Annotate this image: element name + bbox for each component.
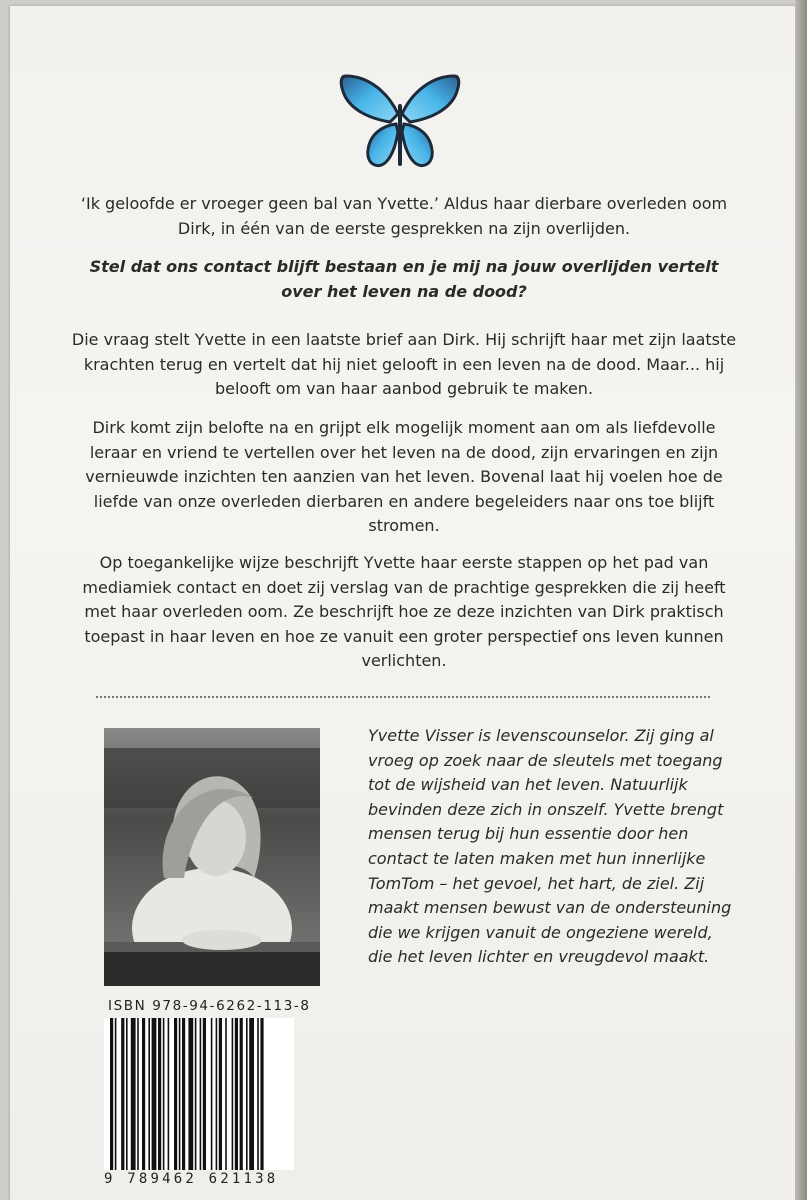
quote-text: Stel dat ons contact blijft bestaan en je mij na jouw overlijden vertelt over het leven na de dood? <box>89 257 719 301</box>
ean-digits: 9 789462 621138 <box>104 1171 279 1187</box>
book-back-cover <box>10 6 796 1200</box>
butterfly-icon <box>338 72 462 172</box>
intro-text: ‘Ik geloofde er vroeger geen bal van Yvette.’ Aldus haar dierbare overleden oom Dirk, in één van de eerste gesprekken na zijn overlijden. <box>80 194 728 238</box>
book-spine-edge <box>795 0 807 1200</box>
paragraph-4: Op toegankelijke wijze beschrijft Yvette haar eerste stappen op het pad van mediamiek contact en doet zij verslag van de prachtige gesprekken die zij heeft met haar overleden oom. Ze beschrijft hoe ze deze inzichten van Dirk praktisch toepast in haar leven en hoe ze vanuit een groter perspectief ons leven kunnen verlichten. <box>82 553 726 670</box>
dotted-divider <box>96 696 710 698</box>
author-bio: Yvette Visser is levenscounselor. Zij ging al vroeg op zoek naar de sleutels met toegang tot de wijsheid van het leven. Natuurlijk bevinden deze zich in onszelf. Yvette brengt mensen terug bij hun essentie door hen contact te laten maken met hun innerlijke TomTom – het gevoel, het hart, de ziel. Zij maakt mensen bewust van de ondersteuning die we krijgen vanuit de ongeziene wereld, die het leven lichter en vreugdevol maakt. <box>368 726 732 967</box>
paragraph-2: Die vraag stelt Yvette in een laatste brief aan Dirk. Hij schrijft haar met zijn laatste krachten terug en vertelt dat hij niet gelooft in een leven na de dood. Maar... hij belooft om van haar aanbod gebruik te maken. <box>71 330 737 398</box>
paragraph-3: Dirk komt zijn belofte na en grijpt elk mogelijk moment aan om als liefdevolle leraar en vriend te vertellen over het leven na de dood, zijn ervaringen en zijn vernieuwde inzichten ten aanzien van het leven. Bovenal laat hij voelen hoe de liefde van onze overleden dierbaren en andere begeleiders naar ons toe blijft stromen. <box>85 418 723 535</box>
barcode-icon <box>104 1018 294 1170</box>
author-photo <box>104 728 320 986</box>
isbn-label: ISBN 978-94-6262-113-8 <box>108 998 311 1014</box>
